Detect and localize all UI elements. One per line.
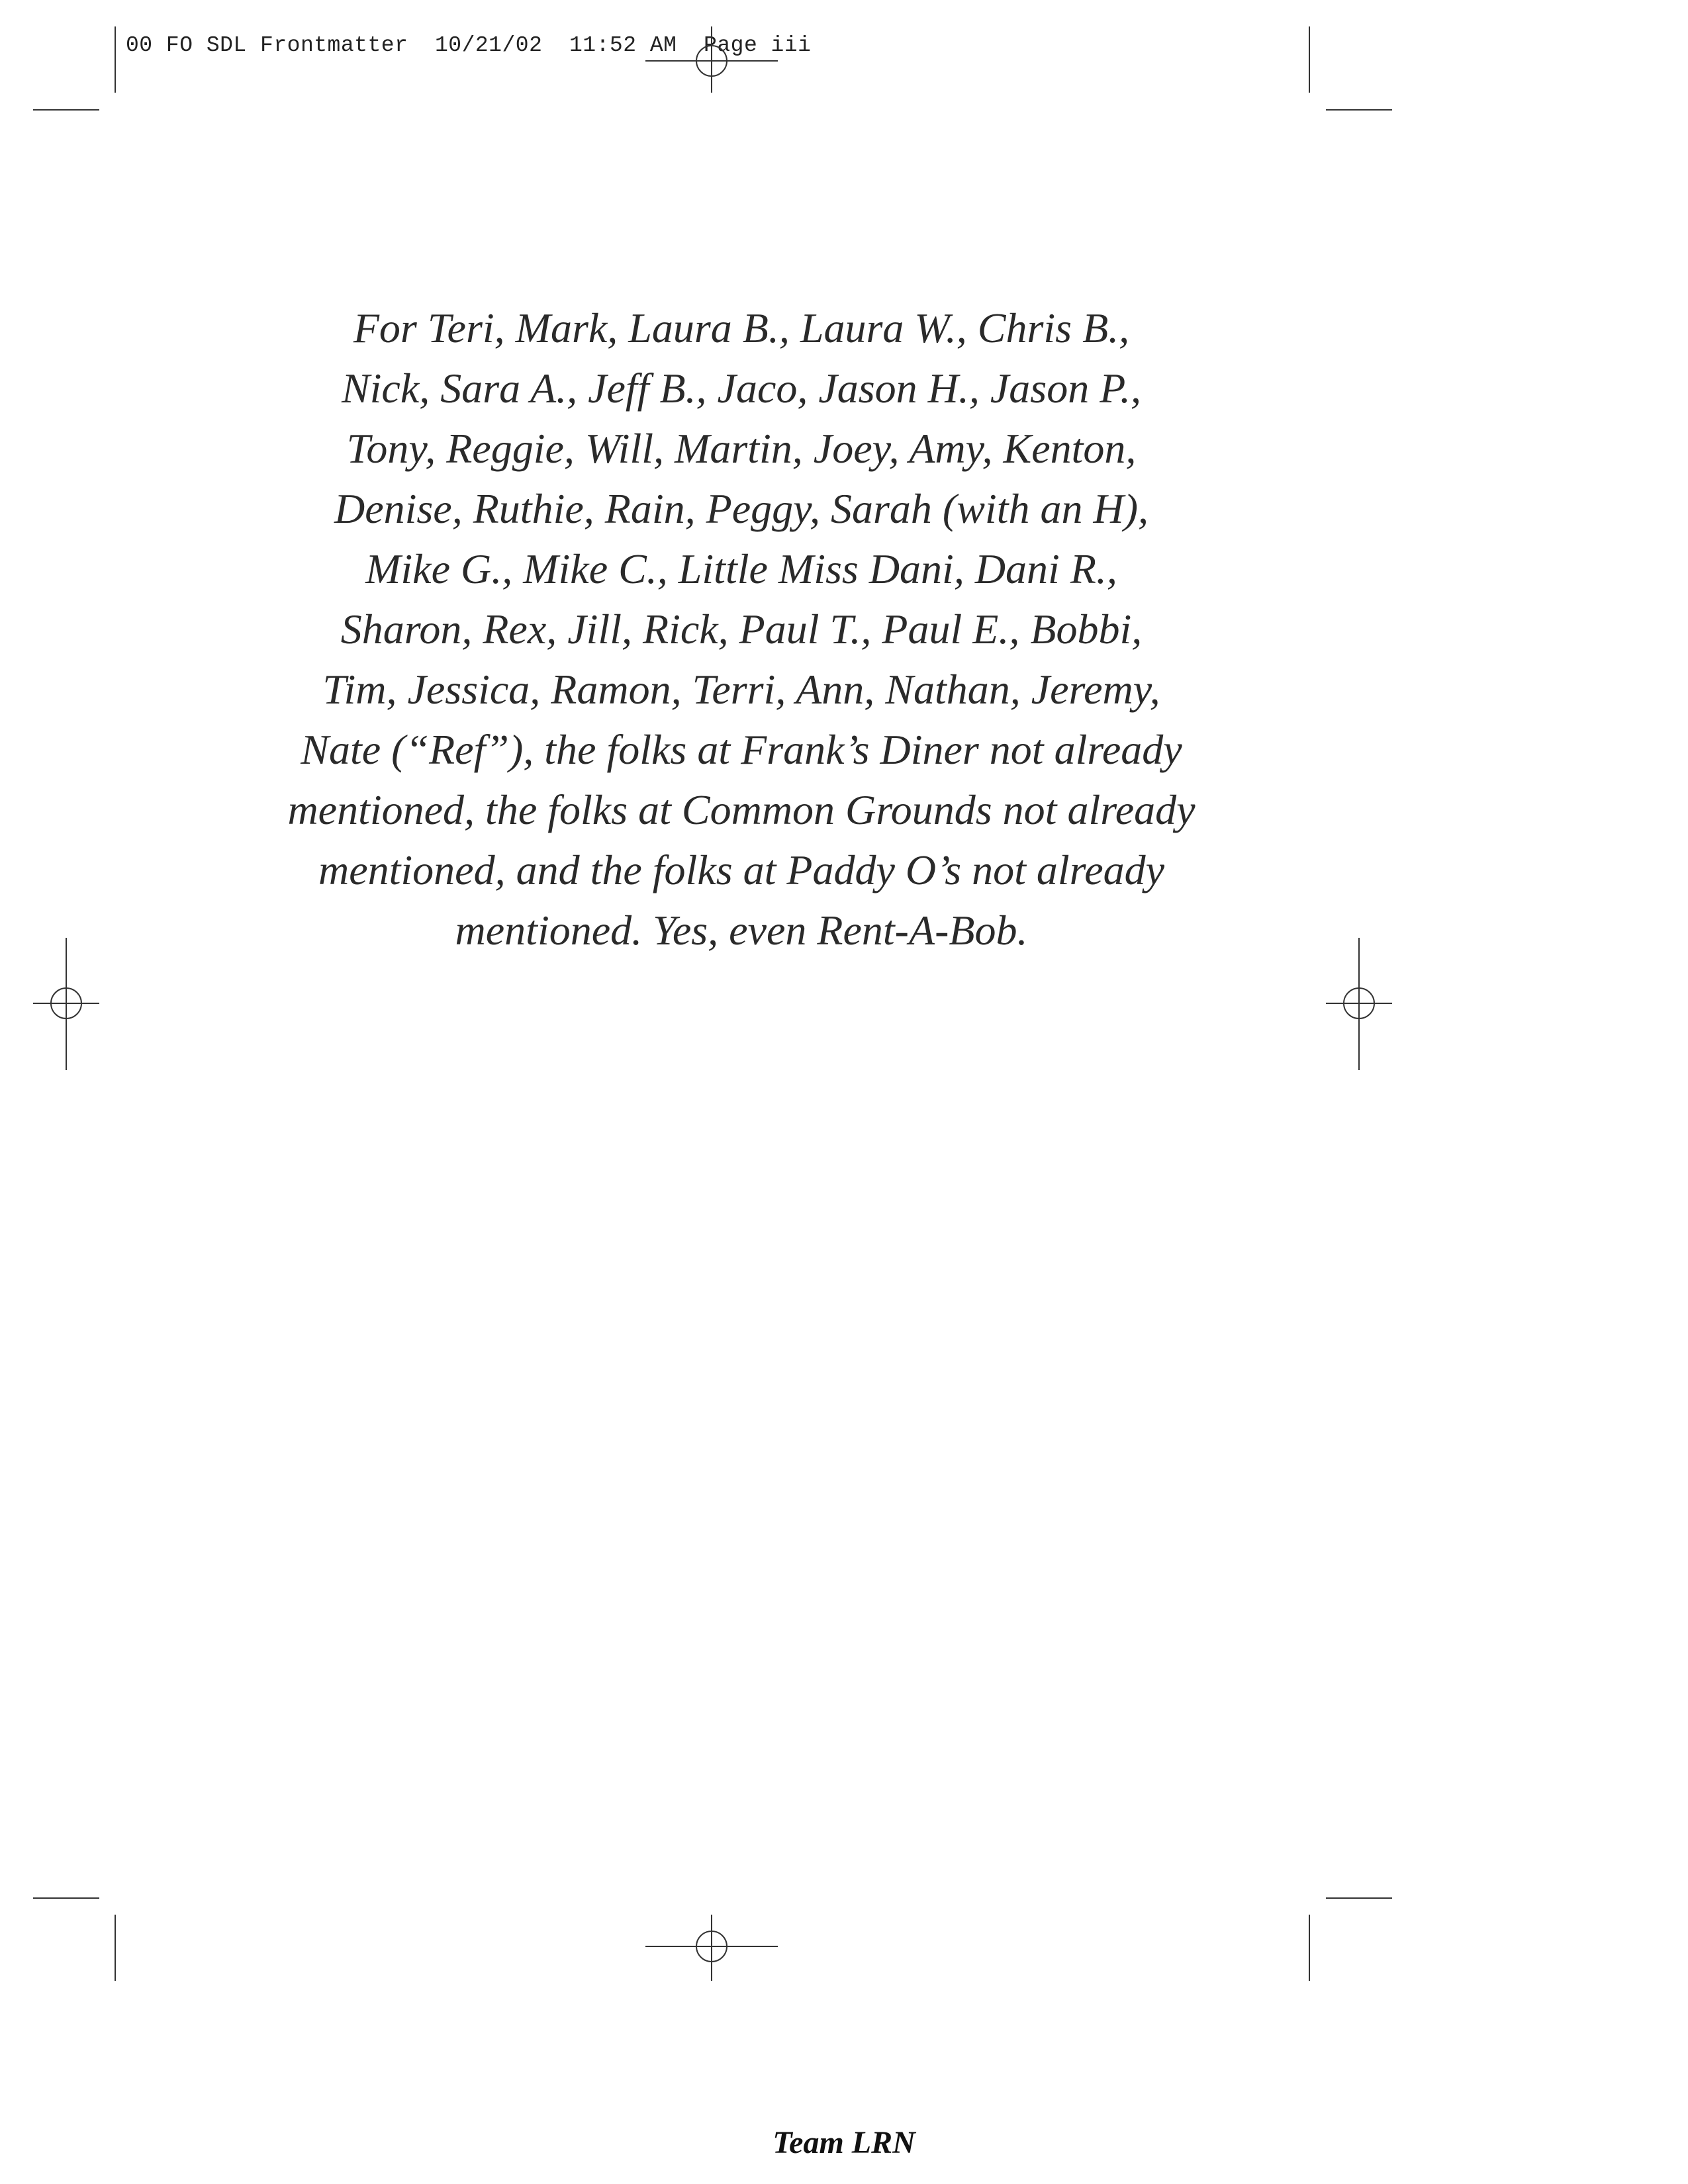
dedication-text: [238, 298, 1244, 960]
registration-mark-left: [33, 938, 99, 1070]
registration-mark-right: [1326, 938, 1392, 1070]
dedication-line: mentioned, and the folks at Paddy O’s not already: [318, 846, 1165, 893]
dedication-line: Nate (“Ref”), the folks at Frank’s Diner not already: [301, 726, 1182, 773]
print-slug: 00 FO SDL Frontmatter 10/21/02 11:52 AM Page iii: [126, 33, 812, 58]
registration-mark-bottom: [645, 1915, 778, 1981]
footer-credit: Team LRN: [773, 2125, 915, 2160]
dedication-line: Tony, Reggie, Will, Martin, Joey, Amy, Kenton,: [346, 425, 1137, 472]
dedication-line: Mike G., Mike C., Little Miss Dani, Dani R.,: [365, 545, 1117, 592]
dedication-line: Denise, Ruthie, Rain, Peggy, Sarah (with an H),: [334, 485, 1149, 532]
dedication-line: mentioned, the folks at Common Grounds not already: [287, 786, 1196, 833]
dedication-line: Sharon, Rex, Jill, Rick, Paul T., Paul E., Bobbi,: [340, 606, 1143, 653]
dedication-line: Nick, Sara A., Jeff B., Jaco, Jason H., Jason P.,: [341, 365, 1142, 412]
dedication-line: Tim, Jessica, Ramon, Terri, Ann, Nathan, Jeremy,: [322, 666, 1160, 713]
dedication-line: mentioned. Yes, even Rent-A-Bob.: [455, 907, 1028, 954]
dedication-line: For Teri, Mark, Laura B., Laura W., Chris B.,: [353, 304, 1130, 351]
